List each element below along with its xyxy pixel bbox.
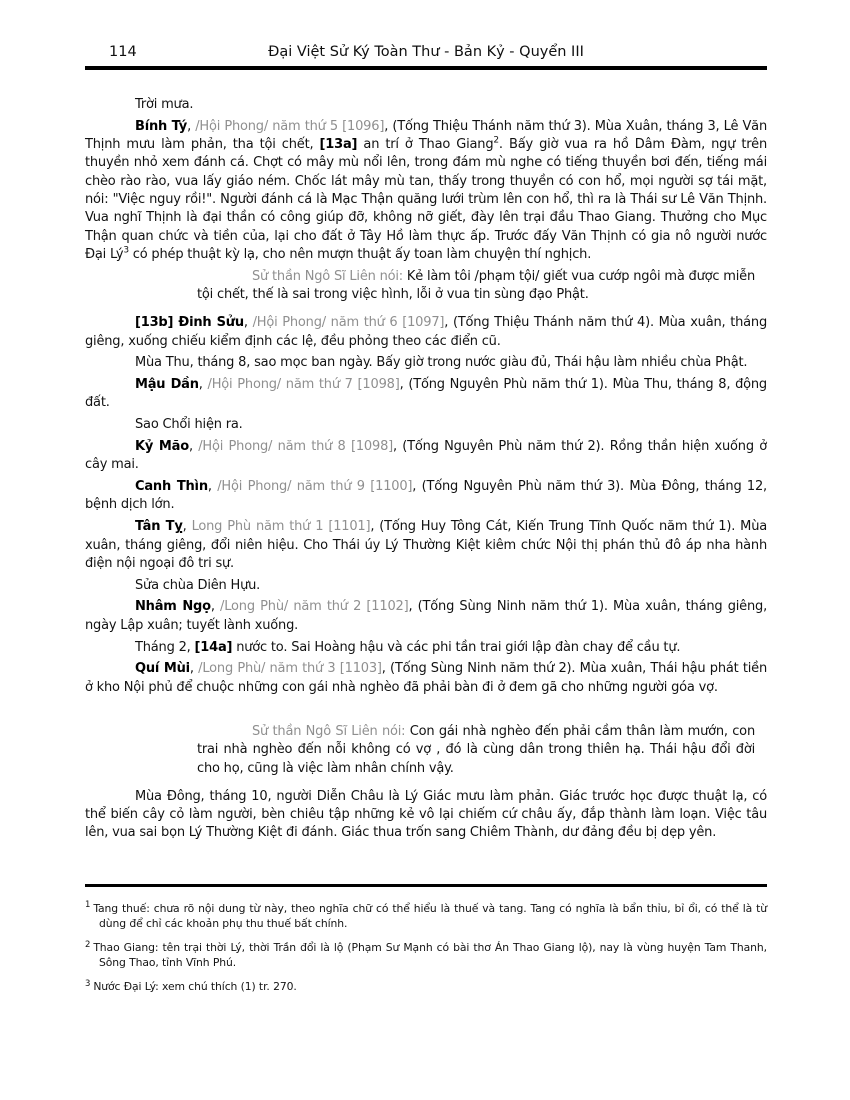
body-paragraph	[85, 376, 767, 413]
text-run: có phép thuật kỳ lạ, cho nên mượn thuật ấy toan làm chuyện thí nghịch.	[128, 246, 592, 262]
body-paragraph	[85, 416, 767, 434]
body-paragraph	[85, 639, 767, 657]
text-run: Long Phù năm thứ 1 [1101]	[191, 519, 371, 535]
text-run: Bính Tý	[135, 118, 188, 134]
text-run: /Hội Phong/ năm thứ 9 [1100]	[217, 479, 413, 495]
body-paragraph	[85, 354, 767, 372]
footnote-text: Tang thuế: chưa rõ nội dung từ này, theo nghĩa chữ có thể hiểu là thuế và tang. Tang có nghĩa là bẩn thỉu, bỉ ổi, có thể là từ dùng để chỉ các khoản phụ thu thuế bất chính.	[93, 902, 767, 930]
text-run: , (Tống Sùng Ninh năm thứ 1). Mùa xuân, tháng giêng, ngày Lập xuân; tuyết lành xuống.	[85, 599, 768, 633]
text-run: /Long Phù/ năm thứ 2 [1102]	[220, 599, 409, 615]
document-title: Đại Việt Sử Ký Toàn Thư - Bản Kỷ - Quyển III	[268, 44, 584, 60]
body-paragraph	[85, 598, 767, 635]
page-header	[85, 44, 767, 64]
text-run: , (Tống Nguyên Phù năm thứ 3). Mùa Đông, tháng 12, bệnh dịch lớn.	[85, 479, 767, 513]
text-run: /Hội Phong/ năm thứ 5 [1096]	[195, 118, 385, 134]
footnote-list	[85, 902, 767, 995]
text-run: /Hội Phong/ năm thứ 6 [1097]	[252, 315, 445, 331]
text-run: Sao Chổi hiện ra.	[135, 417, 243, 433]
text-run: , (Tống Thiệu Thánh năm thứ 3). Mùa Xuân, tháng 3, Lê Văn Thịnh mưu làm phản, tha tội chết,	[85, 118, 767, 153]
text-run: Trời mưa.	[135, 97, 194, 112]
text-run: Con gái nhà nghèo đến phải cầm thân làm mướn, con trai nhà nghèo đến nỗi không có vợ , đó là cùng dân trong thiên hạ. Thái hậu đổi đời cho họ, cũng là việc làm nhân chính vậy.	[197, 723, 755, 776]
text-run: ,	[189, 661, 199, 677]
text-run: Nhâm Ngọ	[135, 599, 211, 615]
text-run: ,	[188, 439, 199, 455]
text-run: [14a]	[194, 639, 233, 655]
body-paragraph	[85, 96, 767, 114]
text-run: ,	[243, 315, 253, 331]
historian-comment	[197, 268, 755, 305]
text-run: Sử thần Ngô Sĩ Liên nói:	[252, 268, 407, 284]
text-run: , (Tống Nguyên Phù năm thứ 1). Mùa Thu, tháng 8, động đất.	[85, 377, 767, 411]
footnote	[85, 902, 767, 931]
body-paragraph	[85, 438, 767, 475]
body-paragraph	[85, 314, 767, 351]
footnote	[85, 941, 767, 970]
text-run: Kẻ làm tôi /phạm tội/ giết vua cướp ngôi mà được miễn tội chết, thế là sai trong việc hình, lỗi ở vua tin sùng đạo Phật.	[197, 268, 755, 302]
text-run: ,	[187, 118, 196, 134]
body-paragraph	[85, 660, 767, 697]
text-run: [13b] Đinh Sửu	[135, 315, 244, 331]
text-run: /Long Phù/ năm thứ 3 [1103]	[198, 661, 382, 677]
text-run: Tân Tỵ	[135, 519, 183, 535]
body-paragraph	[85, 518, 767, 573]
text-run: Sử thần Ngô Sĩ Liên nói:	[252, 723, 410, 739]
text-run: Quí Mùi	[135, 661, 190, 677]
text-run: ,	[198, 377, 208, 393]
body-text	[85, 96, 767, 846]
footnote-text: Thao Giang: tên trại thời Lý, thời Trần đổi là lộ (Phạm Sư Mạnh có bài thơ Án Thao Giang lộ), nay là vùng huyện Tam Thanh, Sông Thao, tỉnh Vĩnh Phú.	[93, 941, 767, 969]
text-run: ,	[207, 479, 218, 495]
text-run: /Hội Phong/ năm thứ 7 [1098]	[207, 377, 400, 393]
text-run: Kỷ Mão	[135, 439, 189, 455]
text-run: nước to. Sai Hoàng hậu và các phi tần trai giới lập đàn chay để cầu tự.	[232, 639, 681, 655]
footnote-text: Nước Đại Lý: xem chú thích (1) tr. 270.	[93, 980, 297, 994]
footnote	[85, 980, 767, 995]
text-run: , (Tống Huy Tông Cát, Kiến Trung Tĩnh Quốc năm thứ 1). Mùa xuân, tháng giêng, đổi niên hiệu. Cho Thái úy Lý Thường Kiệt kiêm chức Nội thị phán thủ đô áp nha hành điện nội ngoại đô tri sự.	[85, 519, 767, 571]
footnote-marker: 1	[85, 900, 91, 911]
text-run: ,	[182, 519, 192, 535]
body-paragraph	[85, 577, 767, 595]
body-paragraph	[85, 118, 767, 264]
text-run: [13a]	[319, 137, 358, 153]
text-run: Canh Thìn	[135, 479, 208, 495]
text-run: Mùa Đông, tháng 10, người Diễn Châu là Lý Giác mưu làm phản. Giác trước học được thuật lạ, có thể biến cây cỏ làm người, bèn chiêu tập những kẻ vô lại chiếm cứ châu ấy, đắp thành làm loạn. Việc tâu lên, vua sai bọn Lý Thường Kiệt đi đánh. Giác thua trốn sang Chiêm Thành, dư đảng đều bị dẹp yên.	[85, 788, 767, 841]
text-run: , (Tống Thiệu Thánh năm thứ 4). Mùa xuân, tháng giêng, xuống chiếu kiểm định các lệ, đều phỏng theo các điển cũ.	[85, 315, 767, 349]
body-paragraph	[85, 478, 767, 515]
body-paragraph	[85, 788, 767, 843]
text-run: Mậu Dần	[135, 377, 199, 393]
footnote-marker: 3	[85, 978, 91, 989]
footnote-separator	[85, 884, 767, 887]
text-run: /Hội Phong/ năm thứ 8 [1098]	[198, 439, 394, 455]
page-number: 114	[109, 44, 137, 60]
text-run: . Bấy giờ vua ra hồ Dâm Đàm, ngự trên thuyền nhỏ xem đánh cá. Chợt có mây mù nổi lên, trong đám mù nghe có tiếng thuyền bơi đến, tiếng mái chèo rào rào, vua lấy giáo ném. Chốc lát mây mù tan, thấy trong thuyền có con hổ, mọi người sợ tái mặt, nói: "Việc nguy rồi!". Người đánh cá là Mạc Thận quăng lưới trùm lên con hổ, thì ra là Thái sư Lê Văn Thịnh. Vua nghĩ Thịnh là đại thần có công giúp đỡ, không nỡ giết, đày lên trại đầu Thao Giang. Thưởng cho Mục Thận quan chức và tiền của, lại cho đất ở Tây Hồ làm thực ấp. Trước đấy Văn Thịnh có gia nô người nước Đại Lý	[85, 137, 767, 262]
footnote-section	[85, 884, 767, 1005]
text-run: , (Tống Nguyên Phù năm thứ 2). Rồng thần hiện xuống ở cây mai.	[85, 439, 767, 473]
text-run: Tháng 2,	[135, 639, 195, 655]
text-run: an trí ở Thao Giang	[357, 137, 494, 153]
footnote-reference: 2	[493, 135, 499, 146]
historian-comment	[197, 723, 755, 778]
text-run: Sửa chùa Diên Hựu.	[135, 577, 261, 593]
text-run: Mùa Thu, tháng 8, sao mọc ban ngày. Bấy giờ trong nước giàu đủ, Thái hậu làm nhiều chùa Phật.	[135, 355, 748, 371]
footnote-reference: 3	[123, 245, 129, 256]
footnote-marker: 2	[85, 939, 91, 950]
header-rule	[85, 66, 767, 70]
text-run: , (Tống Sùng Ninh năm thứ 2). Mùa xuân, Thái hậu phát tiền ở kho Nội phủ để chuộc những con gái nhà nghèo đã phải bàn đi ở đem gã cho những người góa vợ.	[85, 661, 767, 695]
text-run: ,	[210, 599, 221, 615]
